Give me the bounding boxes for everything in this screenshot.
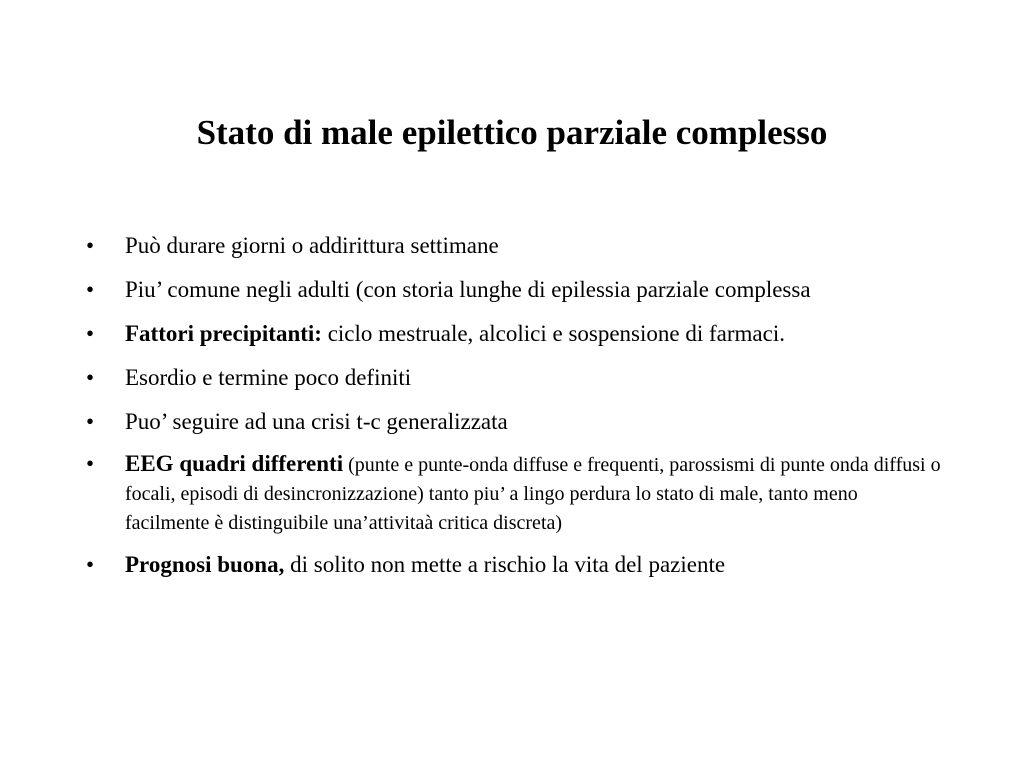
bullet-marker: • (86, 365, 95, 390)
slide-title: Stato di male epilettico parziale complesso (196, 113, 828, 152)
bullet-text: ciclo mestruale, alcolici e sospensione di farmaci. (321, 321, 785, 346)
bullet-marker: • (86, 409, 95, 434)
bullet-text: Piu’ comune negli adulti (con storia lunghe di epilessia parziale complessa (125, 277, 811, 302)
bullet-list (82, 230, 942, 593)
bullet-item (82, 549, 942, 581)
bullet-marker: • (86, 233, 95, 258)
bullet-bold-lead: Prognosi buona, (125, 552, 285, 577)
bullet-item (82, 406, 942, 438)
bullet-text: di solito non mette a rischio la vita del paziente (284, 552, 726, 577)
bullet-marker: • (86, 451, 95, 476)
bullet-bold-lead: EEG quadri differenti (125, 451, 344, 476)
bullet-marker: • (86, 277, 95, 302)
bullet-text: Esordio e termine poco definiti (125, 365, 412, 390)
bullet-marker: • (86, 552, 95, 577)
bullet-item (82, 274, 942, 306)
bullet-text: Puo’ seguire ad una crisi t-c generalizzata (125, 409, 508, 434)
bullet-item (82, 450, 942, 537)
bullet-small-text: (punte e punte-onda diffuse e frequenti, parossismi di punte onda diffusi o focali, episodi di desincronizzazione) tanto piu’ a lingo perdura lo stato di male, tanto meno facilmente è distinguibile una’attivitaà critica discreta) (125, 454, 941, 534)
bullet-bold-lead: Fattori precipitanti: (125, 321, 322, 346)
bullet-item (82, 362, 942, 394)
bullet-item (82, 318, 942, 350)
bullet-marker: • (86, 321, 95, 346)
bullet-item (82, 230, 942, 262)
bullet-text: Può durare giorni o addirittura settimane (125, 233, 499, 258)
